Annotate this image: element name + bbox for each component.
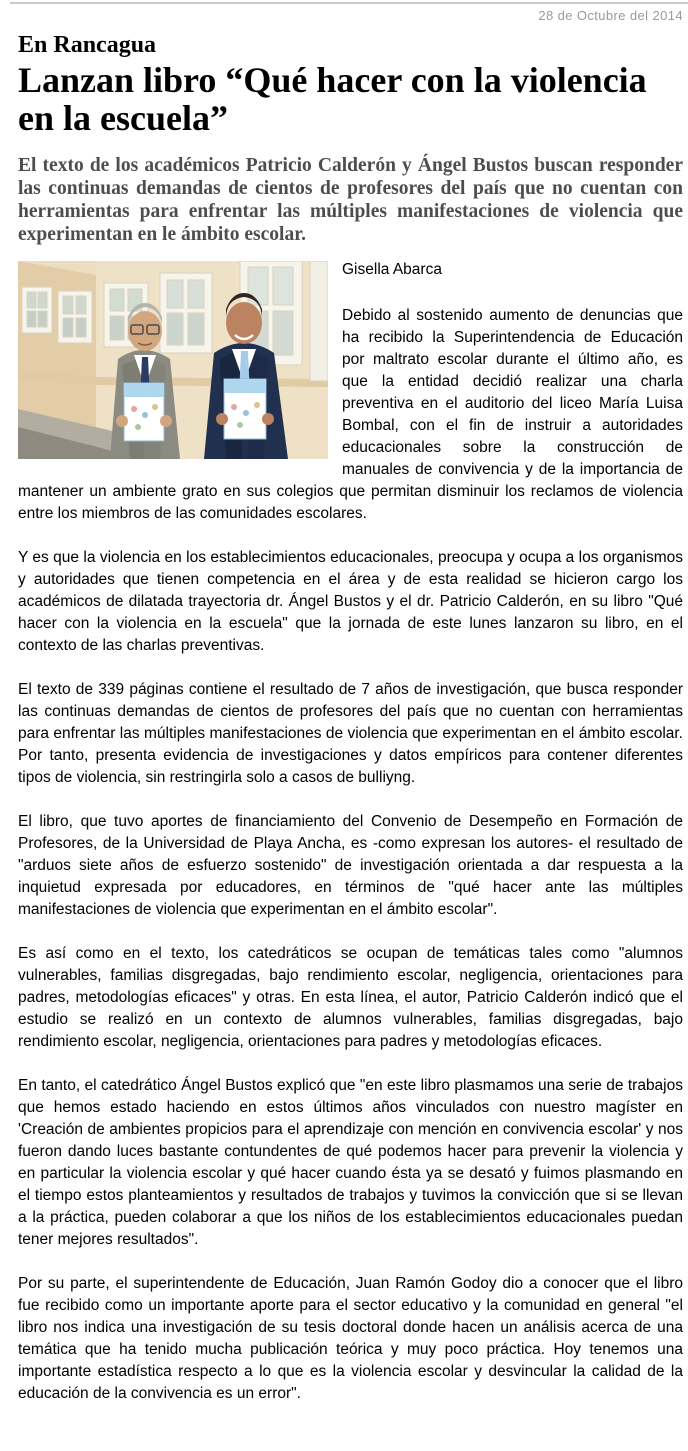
paragraph-2: Y es que la violencia en los establecimientos educacionales, preocupa y ocupa a los organismos y autoridades que tienen competencia en el área y de esta realidad se hicieron cargo los académicos de dilatada trayectoria dr. Ángel Bustos y el dr. Patricio Calderón, en su libro "Qué hacer con la violencia en la escuela" que la jornada de este lunes lanzaron su libro, en el contexto de las charlas preventivas. xyxy=(18,549,683,654)
paragraph-5: Es así como en el texto, los catedráticos se ocupan de temáticas tales como "alumnos vulnerables, familias disgregadas, bajo rendimiento escolar, negligencia, orientaciones para padres, metodologías eficaces" y otras. En esta línea, el autor, Patricio Calderón indicó que el estudio se realizó en un contexto de alumnos vulnerables, familias disgregadas, bajo rendimiento escolar, negligencia, orientaciones para padres y metodologías eficaces. xyxy=(18,945,683,1050)
paragraph-6: En tanto, el catedrático Ángel Bustos explicó que "en este libro plasmamos una serie de trabajos que hemos estado haciendo en estos últimos años vinculados con nuestro magíster en 'Creación de ambientes propicios para el aprendizaje con mención en convivencia escolar' y nos fueron dando luces bastante contundentes de qué podemos hacer para prevenir la violencia y en particular la violencia escolar y qué hacer cuando ésta ya se desató y fuimos plasmando en el tiempo estos planteamientos y resultados de trabajos y tuvimos la convicción que si se llevan a la práctica, pueden colaborar a que los niños de los establecimientos educacionales puedan tener mejores resultados". xyxy=(18,1077,683,1248)
article-kicker: En Rancagua xyxy=(18,32,157,58)
byline: Gisella Abarca xyxy=(342,261,442,278)
article-date: 28 de Octubre del 2014 xyxy=(538,8,683,23)
paragraph-3: El texto de 339 páginas contiene el resultado de 7 años de investigación, que busca responder las continuas demandas de cientos de profesores del país que no cuentan con herramientas para enfrentar las múltiples manifestaciones de violencia que experimentan en el ámbito escolar. Por tanto, presenta evidencia de investigaciones y datos empíricos para contener diferentes tipos de violencia, sin restringirla solo a casos de bulliyng. xyxy=(18,681,683,786)
article-title: Lanzan libro “Qué hacer con la violencia en la escuela” xyxy=(18,60,647,138)
article-photo xyxy=(18,261,328,459)
photo-illustration xyxy=(18,261,328,459)
photo-book-right xyxy=(224,379,266,439)
photo-book-left xyxy=(124,383,164,441)
article-page xyxy=(0,2,688,1451)
paragraph-7: Por su parte, el superintendente de Educación, Juan Ramón Godoy dio a conocer que el libro fue recibido como un importante aporte para el sector educativo y la comunidad en general "el libro nos indica una investigación de su tesis doctoral donde hacen un análisis acerca de una temática que ha tenido mucha publicación teórica y muy poco práctica. Hoy tenemos una importante estadística respecto a lo que es la violencia escolar y desvincular la calidad de la educación de la convivencia es un error". xyxy=(18,1275,683,1402)
article-lead: El texto de los académicos Patricio Calderón y Ángel Bustos buscan responder las continuas demandas de cientos de profesores del país que no cuentan con herramientas para enfrentar las múltiples manifestaciones de violencia que experimentan en le ámbito escolar. xyxy=(18,155,683,245)
article-body xyxy=(18,259,683,1427)
paragraph-1: Debido al sostenido aumento de denuncias que ha recibido la Superintendencia de Educación por maltrato escolar durante el último año, es que la entidad decidió realizar una charla preventiva en el auditorio del liceo María Luisa Bombal, con el fin de instruir a autoridades educacionales sobre la construcción de manuales de convivencia y de la importancia de mantener un ambiente grato en sus colegios que permitan disminuir los reclamos de violencia entre los miembros de las comunidades escolares. xyxy=(18,307,683,522)
top-divider xyxy=(10,2,688,4)
paragraph-4: El libro, que tuvo aportes de financiamiento del Convenio de Desempeño en Formación de Profesores, de la Universidad de Playa Ancha, es -como expresan los autores- el resultado de "arduos siete años de esfuerzo sostenido" de investigación orientada a dar respuesta a la inquietud expresada por educadores, en términos de "qué hacer ante las múltiples manifestaciones de violencia que experimentan en el ámbito escolar". xyxy=(18,813,683,918)
